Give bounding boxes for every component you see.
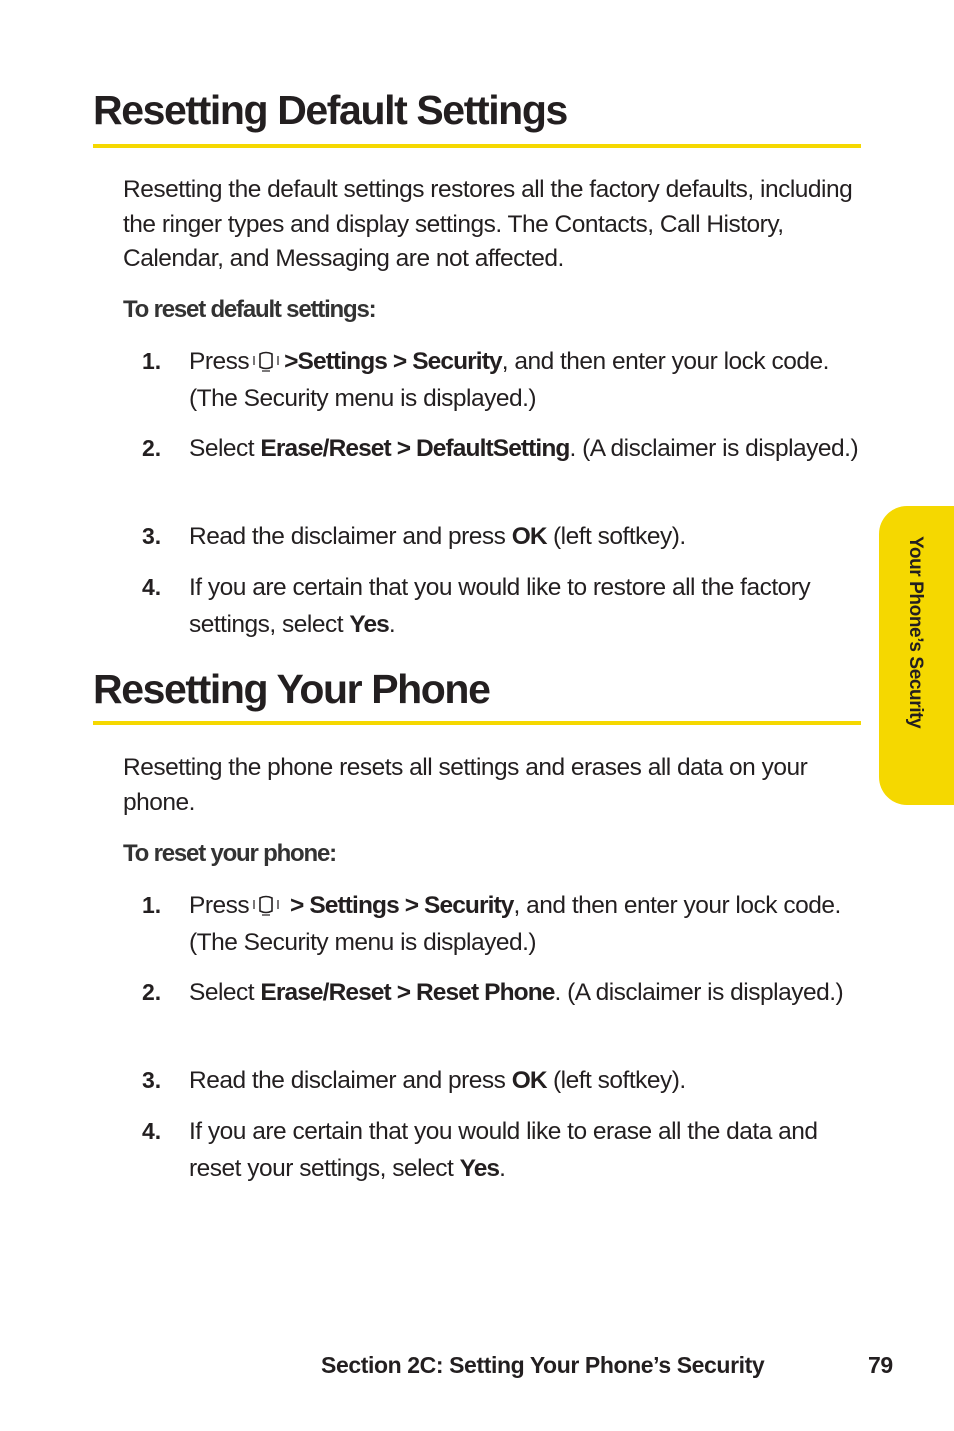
step-text xyxy=(189,1062,861,1099)
section-title-reset-phone: Resetting Your Phone xyxy=(93,666,490,712)
title-underline xyxy=(93,144,861,148)
step-text-plain: Select xyxy=(189,435,261,462)
step-text-plain: If you are certain that you would like to restore all the factory settings, select xyxy=(189,574,811,638)
step-text-plain: Press xyxy=(189,892,250,919)
menu-ok-key-icon xyxy=(251,350,281,372)
step-number: 4. xyxy=(142,574,162,600)
step-text-plain: . (A disclaimer is displayed.) xyxy=(554,979,844,1006)
step-number: 1. xyxy=(142,348,162,374)
procedure-heading: To reset your phone: xyxy=(123,840,336,867)
section-title-default-settings: Resetting Default Settings xyxy=(93,87,567,133)
chapter-side-tab-label: Your Phone’s Security xyxy=(905,536,926,729)
step-text xyxy=(189,518,861,555)
step-text xyxy=(189,887,861,961)
step-number: 3. xyxy=(142,1067,162,1093)
menu-path: Erase/Reset > Reset Phone xyxy=(260,979,555,1006)
option-label: Yes xyxy=(349,611,389,638)
section-intro: Resetting the phone resets all settings and erases all data on your phone. xyxy=(123,754,808,816)
step-text xyxy=(189,1113,861,1187)
step-number: 3. xyxy=(142,523,162,549)
step-text-plain: . (A disclaimer is displayed.) xyxy=(569,435,859,462)
page-number: 79 xyxy=(868,1352,893,1378)
step-text xyxy=(189,974,861,1011)
softkey-label: OK xyxy=(511,1067,547,1094)
step-number: 2. xyxy=(142,979,162,1005)
procedure-heading: To reset default settings: xyxy=(123,296,376,323)
step-number: 1. xyxy=(142,892,162,918)
step-text xyxy=(189,343,861,417)
section-intro: Resetting the default settings restores all the factory defaults, including the ringer types and display settings. The Contacts, Call History, Calendar, and Messaging are not affected. xyxy=(123,176,853,272)
title-underline xyxy=(93,721,861,725)
step-text-plain: Press xyxy=(189,348,250,375)
menu-ok-key-icon xyxy=(251,894,281,916)
step-text-plain: If you are certain that you would like to erase all the data and reset your settings, select xyxy=(189,1118,818,1182)
menu-path: Erase/Reset > DefaultSetting xyxy=(260,435,570,462)
option-label: Yes xyxy=(459,1155,500,1182)
softkey-label: OK xyxy=(511,523,547,550)
step-text-plain: , and then enter your lock code. (The Security menu is displayed.) xyxy=(189,892,841,956)
menu-path: >Settings > Security xyxy=(284,348,502,375)
step-number: 4. xyxy=(142,1118,162,1144)
step-text-plain: , and then enter your lock code. (The Security menu is displayed.) xyxy=(189,348,829,412)
step-text-plain: . xyxy=(388,611,396,638)
step-text-plain: (left softkey). xyxy=(546,1067,686,1094)
step-text-plain: Select xyxy=(189,979,261,1006)
step-text-plain: Read the disclaimer and press xyxy=(189,1067,512,1094)
footer-section-title: Section 2C: Setting Your Phone’s Security xyxy=(321,1352,765,1378)
step-text xyxy=(189,569,861,643)
step-text-plain: Read the disclaimer and press xyxy=(189,523,512,550)
step-number: 2. xyxy=(142,435,162,461)
step-text xyxy=(189,430,861,467)
menu-path: > Settings > Security xyxy=(284,892,514,919)
step-text-plain: (left softkey). xyxy=(546,523,686,550)
step-text-plain: . xyxy=(499,1155,506,1182)
